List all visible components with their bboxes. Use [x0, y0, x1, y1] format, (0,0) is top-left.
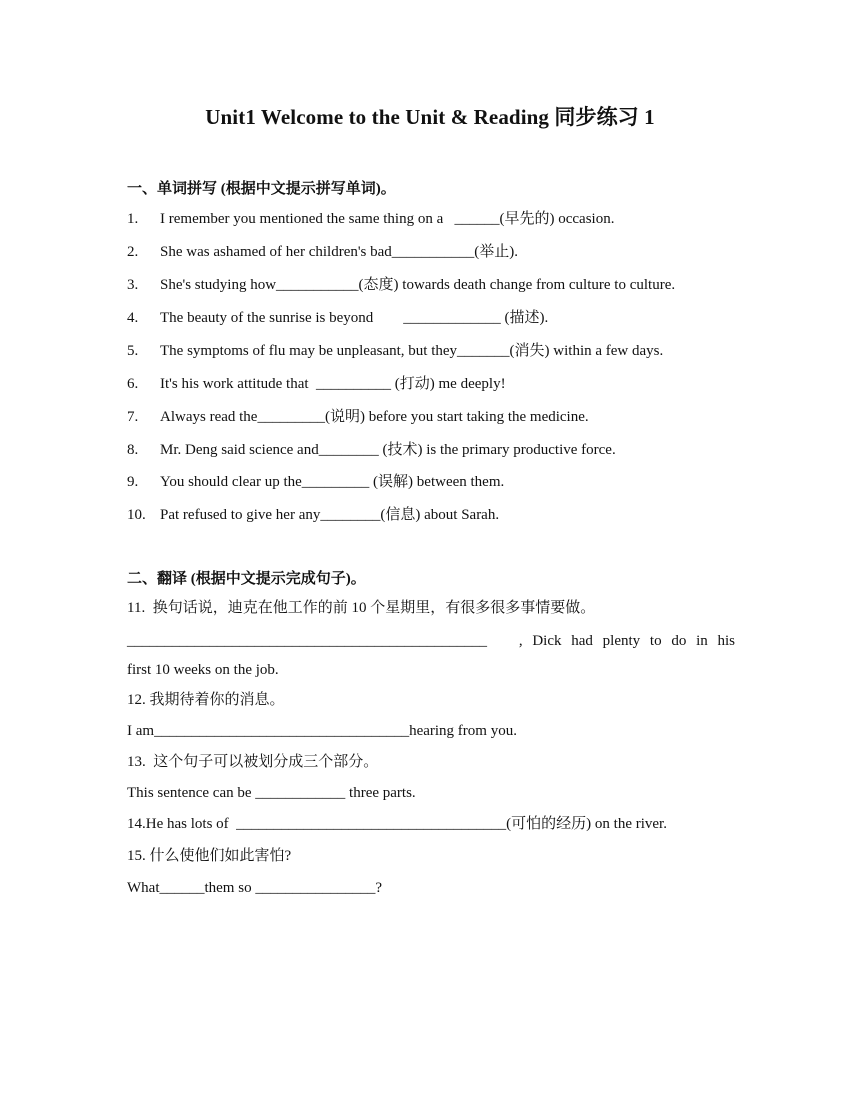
item-suffix: hearing from you. — [409, 723, 517, 739]
item-prefix: She's studying how — [160, 277, 277, 293]
item-number: 3. — [127, 277, 139, 293]
q11-chinese: 11. 换句话说，迪克在他工作的前 10 个星期里，有很多很多事情要做。 — [127, 600, 596, 616]
item-prefix: Always read the — [160, 409, 258, 425]
item-suffix: (可怕的经历) on the river. — [506, 816, 667, 832]
answer-blank: _______ — [457, 343, 510, 359]
item-suffix: (早先的) occasion. — [499, 211, 615, 227]
section-2-heading: 二、翻译 (根据中文提示完成句子)。 — [127, 571, 366, 587]
q15-chinese: 15. 什么使他们如此害怕? — [127, 848, 292, 864]
q15-english — [127, 878, 382, 898]
item-suffix: (说明) before you start taking the medicine. — [324, 409, 589, 425]
item-suffix: (打动) me deeply! — [391, 376, 506, 392]
answer-blank: ________ — [318, 442, 379, 458]
q13-chinese: 13. 这个句子可以被划分成三个部分。 — [127, 754, 379, 770]
item-text — [160, 374, 506, 394]
item-prefix: The symptoms of flu may be unpleasant, but they — [160, 343, 458, 359]
answer-blank: ______ — [159, 880, 205, 896]
item-text — [160, 308, 548, 328]
item-number: 7. — [127, 409, 139, 425]
item-prefix: 14.He has lots of — [127, 816, 237, 832]
item-number: 8. — [127, 442, 139, 458]
item-prefix: She was ashamed of her children's bad — [160, 244, 392, 260]
page-title: Unit1 Welcome to the Unit & Reading 同步练习 1 — [205, 105, 655, 129]
item-prefix: You should clear up the — [160, 474, 302, 490]
answer-blank: __________ — [316, 376, 392, 392]
item-text — [160, 275, 675, 295]
item-suffix: (举止). — [474, 244, 519, 260]
item-suffix: (描述). — [500, 310, 549, 326]
item-text — [160, 209, 614, 229]
item-text — [160, 407, 589, 427]
item-number: 10. — [127, 507, 146, 523]
answer-blank: ______ — [454, 211, 500, 227]
item-prefix: Pat refused to give her any — [160, 507, 321, 523]
answer-blank: _____________ — [403, 310, 501, 326]
item-suffix: (消失) within a few days. — [509, 343, 664, 359]
item-suffix: them so ________________? — [204, 880, 382, 896]
answer-blank: ________________________________________________ — [127, 633, 487, 649]
item-number: 1. — [127, 211, 139, 227]
item-text — [160, 505, 499, 525]
item-text — [160, 472, 504, 492]
answer-blank: _________ — [257, 409, 325, 425]
item-number: 5. — [127, 343, 139, 359]
q13-english: This sentence can be ____________ three parts. — [127, 785, 416, 801]
item-suffix: (技术) is the primary productive force. — [378, 442, 616, 458]
section-1-heading: 一、单词拼写 (根据中文提示拼写单词)。 — [127, 181, 396, 197]
answer-blank: ___________ — [391, 244, 475, 260]
item-prefix: Mr. Deng said science and — [160, 442, 319, 458]
q11-rest: , Dick had plenty to do in his — [518, 633, 735, 649]
item-text — [160, 341, 663, 361]
answer-blank: ____________________________________ — [236, 816, 507, 832]
item-text — [160, 242, 518, 262]
q11-continuation: first 10 weeks on the job. — [127, 662, 279, 678]
q12-chinese: 12. 我期待着你的消息。 — [127, 692, 285, 708]
item-suffix: (信息) about Sarah. — [380, 507, 500, 523]
item-number: 9. — [127, 474, 139, 490]
item-prefix: It's his work attitude that — [160, 376, 317, 392]
q14-english — [127, 814, 667, 834]
item-prefix: What — [127, 880, 160, 896]
item-number: 2. — [127, 244, 139, 260]
answer-blank: _________ — [301, 474, 370, 490]
item-number: 4. — [127, 310, 139, 326]
item-suffix: (态度) towards death change from culture to culture. — [358, 277, 676, 293]
answer-blank: ___________ — [276, 277, 359, 293]
q12-english — [127, 721, 517, 741]
item-prefix: I remember you mentioned the same thing on a — [160, 211, 455, 227]
answer-blank: ________ — [320, 507, 381, 523]
item-number: 6. — [127, 376, 139, 392]
answer-blank: __________________________________ — [154, 723, 410, 739]
item-prefix: The beauty of the sunrise is beyond — [160, 310, 404, 326]
q11-answer-line — [127, 631, 735, 653]
item-suffix: (误解) between them. — [369, 474, 505, 490]
item-prefix: I am — [127, 723, 155, 739]
item-text — [160, 440, 616, 460]
